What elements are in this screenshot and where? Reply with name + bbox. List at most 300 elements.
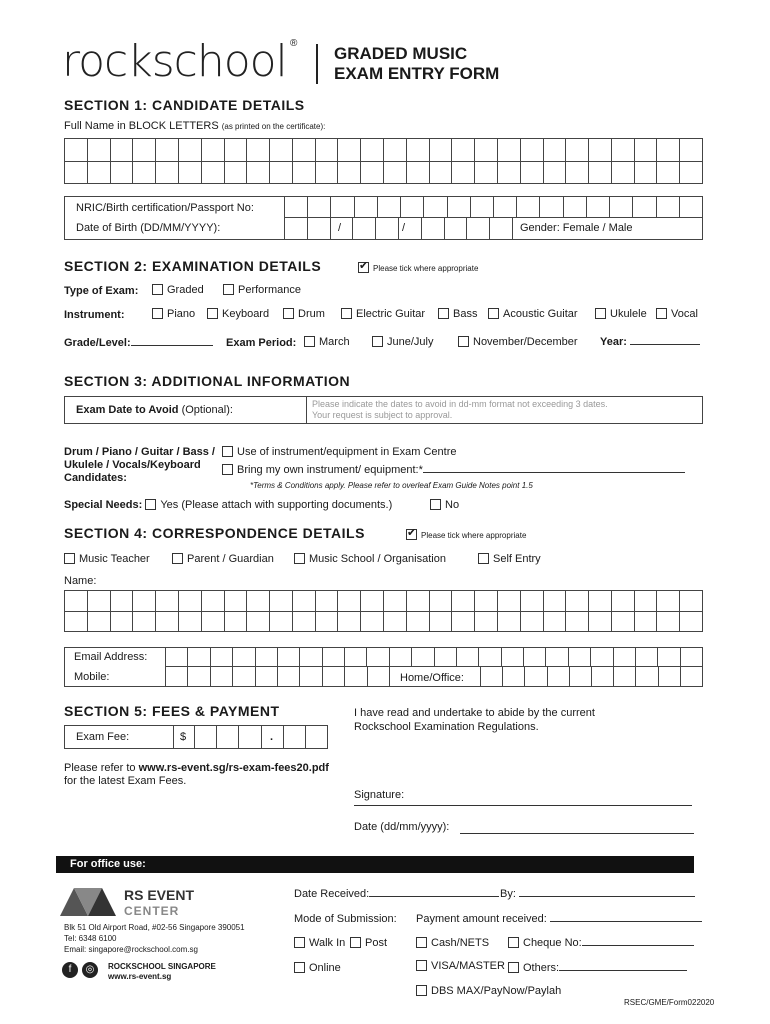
vocal-checkbox[interactable]	[656, 308, 667, 319]
opt-parent-label: Parent / Guardian	[187, 553, 274, 565]
grid-cell[interactable]	[475, 612, 498, 633]
grid-cell[interactable]	[521, 612, 544, 633]
grid-cell[interactable]	[308, 196, 331, 218]
corr-name-grid[interactable]	[64, 590, 703, 632]
fullname-grid[interactable]	[64, 138, 703, 184]
grid-cell[interactable]	[589, 139, 612, 162]
teacher-checkbox[interactable]	[64, 553, 75, 564]
grid-cell[interactable]	[179, 591, 202, 612]
mode-online[interactable]	[294, 962, 341, 974]
grid-cell[interactable]	[293, 591, 316, 612]
grid-cell[interactable]	[635, 591, 658, 612]
grid-cell[interactable]	[293, 162, 316, 185]
keyboard-checkbox[interactable]	[207, 308, 218, 319]
grid-cell[interactable]	[384, 612, 407, 633]
type-performance[interactable]	[223, 284, 301, 296]
grid-cell[interactable]	[88, 162, 111, 185]
grid-cell[interactable]	[384, 139, 407, 162]
payment-received-line[interactable]	[550, 921, 702, 922]
grid-cell[interactable]	[338, 591, 361, 612]
grid-cell[interactable]	[361, 612, 384, 633]
nric-label: NRIC/Birth certification/Passport No:	[76, 202, 254, 214]
grid-cell[interactable]	[612, 139, 635, 162]
grid-cell[interactable]	[490, 218, 513, 240]
grid-cell[interactable]	[256, 667, 278, 687]
grid-cell[interactable]	[589, 612, 612, 633]
social-url[interactable]: www.rs-event.sg	[108, 972, 172, 981]
grid-cell[interactable]	[188, 647, 210, 667]
grid-cell[interactable]	[659, 667, 681, 687]
grid-cell[interactable]	[384, 591, 407, 612]
fee-cell[interactable]	[217, 725, 239, 749]
grid-cell[interactable]	[544, 612, 567, 633]
grid-cell[interactable]	[285, 196, 308, 218]
grid-cell[interactable]	[591, 647, 613, 667]
bass-checkbox[interactable]	[438, 308, 449, 319]
grid-cell[interactable]	[546, 647, 568, 667]
self-entry-checkbox[interactable]	[478, 553, 489, 564]
grid-cell[interactable]	[65, 591, 88, 612]
grid-cell[interactable]	[133, 612, 156, 633]
fee-cell[interactable]	[284, 725, 306, 749]
visa-checkbox[interactable]	[416, 960, 427, 971]
grid-cell[interactable]	[368, 667, 390, 687]
performance-checkbox[interactable]	[223, 284, 234, 295]
grid-cell[interactable]	[65, 139, 88, 162]
grid-cell[interactable]	[270, 162, 293, 185]
grid-cell[interactable]	[479, 647, 501, 667]
grid-cell[interactable]	[407, 162, 430, 185]
instagram-icon[interactable]: ◎	[82, 962, 98, 978]
grid-cell[interactable]	[156, 162, 179, 185]
pay-others[interactable]	[508, 962, 687, 974]
grid-cell[interactable]	[88, 591, 111, 612]
grid-cell[interactable]	[133, 139, 156, 162]
grid-cell[interactable]	[407, 139, 430, 162]
electric-guitar-checkbox[interactable]	[341, 308, 352, 319]
grid-cell[interactable]	[517, 196, 540, 218]
grid-cell[interactable]	[285, 218, 308, 240]
walkin-checkbox[interactable]	[294, 937, 305, 948]
grid-cell[interactable]	[233, 647, 255, 667]
period-nov[interactable]	[458, 336, 578, 348]
social-name: ROCKSCHOOL SINGAPORE	[108, 962, 216, 971]
opt-teacher-label: Music Teacher	[79, 553, 150, 565]
fee-label: Exam Fee:	[76, 731, 130, 743]
grid-cell[interactable]	[361, 591, 384, 612]
year-label-text: Year:	[600, 336, 627, 348]
grid-cell[interactable]	[636, 667, 658, 687]
mode-post[interactable]	[350, 937, 387, 949]
nric-grid[interactable]	[284, 196, 703, 218]
grid-cell[interactable]	[355, 196, 378, 218]
grid-cell[interactable]	[589, 162, 612, 185]
signature-line[interactable]	[354, 805, 692, 806]
grid-cell[interactable]	[233, 667, 255, 687]
grid-cell[interactable]	[179, 162, 202, 185]
grid-cell[interactable]	[179, 612, 202, 633]
grid-cell[interactable]	[316, 162, 339, 185]
grid-cell[interactable]	[179, 139, 202, 162]
grid-cell[interactable]	[614, 647, 636, 667]
grid-cell[interactable]	[452, 162, 475, 185]
bring-instrument-line[interactable]	[423, 472, 685, 473]
inst-drum[interactable]	[283, 308, 325, 320]
grid-cell[interactable]	[435, 647, 457, 667]
grid-cell[interactable]	[111, 591, 134, 612]
piano-checkbox[interactable]	[152, 308, 163, 319]
grid-cell[interactable]	[610, 196, 633, 218]
grid-cell[interactable]	[475, 591, 498, 612]
grid-cell[interactable]	[635, 139, 658, 162]
grid-cell[interactable]	[457, 647, 479, 667]
grid-cell[interactable]	[270, 591, 293, 612]
grid-cell[interactable]	[407, 591, 430, 612]
pay-cash[interactable]	[416, 937, 489, 949]
grid-cell[interactable]	[445, 218, 468, 240]
type-graded[interactable]	[152, 284, 204, 296]
grid-cell[interactable]	[498, 612, 521, 633]
grid-cell[interactable]	[521, 591, 544, 612]
acoustic-guitar-checkbox[interactable]	[488, 308, 499, 319]
rockschool-logo: rockschool	[62, 36, 287, 87]
grid-cell[interactable]	[361, 162, 384, 185]
grid-cell[interactable]	[300, 667, 322, 687]
use-instrument[interactable]	[222, 446, 457, 458]
grid-cell[interactable]	[65, 162, 88, 185]
grid-cell[interactable]	[111, 162, 134, 185]
grid-cell[interactable]	[422, 218, 445, 240]
inst-acoustic-guitar[interactable]	[488, 308, 578, 320]
grid-cell[interactable]	[133, 591, 156, 612]
grid-cell[interactable]	[658, 647, 680, 667]
grid-cell[interactable]	[156, 139, 179, 162]
nov-dec-checkbox[interactable]	[458, 336, 469, 347]
grid-cell[interactable]	[494, 196, 517, 218]
inst-electric-guitar[interactable]	[341, 308, 425, 320]
grid-cell[interactable]	[544, 591, 567, 612]
inst-vocal[interactable]	[656, 308, 698, 320]
refer-line	[64, 762, 329, 774]
grid-cell[interactable]	[452, 591, 475, 612]
grid-cell[interactable]	[548, 667, 570, 687]
grid-cell[interactable]	[376, 218, 399, 240]
period-march-label: March	[319, 336, 350, 348]
grid-cell[interactable]	[247, 162, 270, 185]
dbs-checkbox[interactable]	[416, 985, 427, 996]
grid-cell[interactable]	[202, 591, 225, 612]
drum-checkbox[interactable]	[283, 308, 294, 319]
cheque-line[interactable]	[582, 945, 694, 946]
grid-cell[interactable]	[338, 612, 361, 633]
inst-ukulele[interactable]	[595, 308, 647, 320]
payment-received-label: Payment amount received:	[416, 913, 547, 925]
terms-note: *Terms & Conditions apply. Please refer to overleaf Exam Guide Notes point 1.5	[250, 481, 533, 490]
grid-cell[interactable]	[612, 591, 635, 612]
grid-cell[interactable]	[278, 647, 300, 667]
grid-cell[interactable]	[503, 667, 525, 687]
grid-cell[interactable]	[521, 162, 544, 185]
grid-cell[interactable]	[502, 647, 524, 667]
grid-cell[interactable]	[680, 162, 703, 185]
grid-cell[interactable]	[430, 612, 453, 633]
grid-cell[interactable]	[316, 139, 339, 162]
grid-cell[interactable]	[498, 139, 521, 162]
online-checkbox[interactable]	[294, 962, 305, 973]
opt-self[interactable]	[478, 553, 541, 565]
opt-school-label: Music School / Organisation	[309, 553, 446, 565]
grid-cell[interactable]	[308, 218, 331, 240]
grid-cell[interactable]	[475, 139, 498, 162]
grid-cell[interactable]	[498, 591, 521, 612]
grid-cell[interactable]	[681, 647, 703, 667]
special-no[interactable]	[430, 499, 459, 511]
grid-cell[interactable]	[657, 162, 680, 185]
mobile-grid[interactable]	[165, 667, 390, 687]
grid-cell[interactable]	[188, 667, 210, 687]
grid-cell[interactable]	[544, 162, 567, 185]
received-by-line[interactable]	[519, 896, 695, 897]
grid-cell[interactable]	[635, 162, 658, 185]
grid-cell[interactable]	[570, 667, 592, 687]
grid-cell[interactable]	[331, 218, 354, 240]
year-line[interactable]	[630, 344, 700, 345]
inst-piano[interactable]	[152, 308, 195, 320]
use-instrument-checkbox[interactable]	[222, 446, 233, 457]
grid-cell[interactable]	[566, 162, 589, 185]
cash-checkbox[interactable]	[416, 937, 427, 948]
center-name-2: CENTER	[124, 904, 180, 918]
grade-line[interactable]	[131, 345, 213, 346]
grid-cell[interactable]	[589, 591, 612, 612]
cash-label: Cash/NETS	[431, 937, 490, 949]
grid-cell[interactable]	[384, 162, 407, 185]
others-line[interactable]	[559, 970, 687, 971]
grid-cell[interactable]	[448, 196, 471, 218]
grid-cell[interactable]	[525, 667, 547, 687]
grid-cell[interactable]	[587, 196, 610, 218]
grid-cell[interactable]	[680, 612, 703, 633]
grade-label-text: Grade/Level:	[64, 337, 131, 349]
grid-cell[interactable]	[614, 667, 636, 687]
grid-cell[interactable]	[657, 196, 680, 218]
grid-cell[interactable]	[657, 612, 680, 633]
grid-cell[interactable]	[270, 139, 293, 162]
grid-cell[interactable]	[156, 612, 179, 633]
fee-cell[interactable]	[306, 725, 328, 749]
grid-cell[interactable]	[111, 612, 134, 633]
march-checkbox[interactable]	[304, 336, 315, 347]
grid-cell[interactable]	[111, 139, 134, 162]
grid-cell[interactable]	[592, 667, 614, 687]
inst-bass[interactable]	[438, 308, 477, 320]
special-no-checkbox[interactable]	[430, 499, 441, 510]
grid-cell[interactable]	[338, 139, 361, 162]
grid-cell[interactable]	[430, 591, 453, 612]
email-grid[interactable]	[165, 647, 703, 667]
grid-cell[interactable]	[202, 612, 225, 633]
grid-cell[interactable]	[88, 612, 111, 633]
office-banner: For office use:	[56, 856, 694, 873]
grid-cell[interactable]	[202, 139, 225, 162]
pay-cheque[interactable]	[508, 937, 694, 949]
facebook-icon[interactable]: f	[62, 962, 78, 978]
special-yes-label: Yes (Please attach with supporting documents.)	[160, 499, 393, 511]
grid-cell[interactable]	[166, 647, 188, 667]
grid-cell[interactable]	[378, 196, 401, 218]
bring-instrument-checkbox[interactable]	[222, 464, 233, 475]
fullname-label	[64, 120, 325, 132]
grid-cell[interactable]	[367, 647, 389, 667]
graded-checkbox[interactable]	[152, 284, 163, 295]
opt-teacher[interactable]	[64, 553, 150, 565]
grid-cell[interactable]	[390, 647, 412, 667]
special-yes-checkbox[interactable]	[145, 499, 156, 510]
grid-cell[interactable]	[323, 647, 345, 667]
grid-cell[interactable]	[88, 139, 111, 162]
grid-cell[interactable]	[225, 591, 248, 612]
mode-walkin[interactable]	[294, 937, 345, 949]
home-grid[interactable]	[480, 667, 703, 687]
grid-cell[interactable]	[680, 139, 703, 162]
grid-cell[interactable]	[636, 647, 658, 667]
grid-cell[interactable]	[156, 591, 179, 612]
june-july-checkbox[interactable]	[372, 336, 383, 347]
grid-cell[interactable]	[345, 667, 367, 687]
pay-visa[interactable]	[416, 960, 505, 972]
grid-cell[interactable]	[211, 667, 233, 687]
grid-cell[interactable]	[564, 196, 587, 218]
grid-cell[interactable]	[657, 139, 680, 162]
grid-cell[interactable]	[256, 647, 278, 667]
grid-cell[interactable]	[316, 591, 339, 612]
corr-name-label: Name:	[64, 575, 97, 587]
cheque-label: Cheque No:	[523, 937, 582, 949]
grid-cell[interactable]	[166, 667, 188, 687]
grid-cell[interactable]	[407, 612, 430, 633]
undertake-text	[354, 706, 595, 734]
grid-cell[interactable]	[270, 612, 293, 633]
grid-cell[interactable]	[133, 162, 156, 185]
grid-cell[interactable]	[331, 196, 354, 218]
period-march[interactable]	[304, 336, 350, 348]
grid-cell[interactable]	[566, 591, 589, 612]
grid-cell[interactable]	[430, 139, 453, 162]
grid-cell[interactable]	[657, 591, 680, 612]
post-label: Post	[365, 937, 388, 949]
inst-keyboard[interactable]	[207, 308, 269, 320]
grid-cell[interactable]	[471, 196, 494, 218]
gender-label[interactable]: Gender: Female / Male	[520, 222, 633, 234]
fee-cell[interactable]	[239, 725, 261, 749]
grid-cell[interactable]	[680, 196, 703, 218]
post-checkbox[interactable]	[350, 937, 361, 948]
grid-cell[interactable]	[293, 139, 316, 162]
mobile-label: Mobile:	[74, 671, 110, 683]
grid-cell[interactable]	[424, 196, 447, 218]
grid-cell[interactable]	[247, 591, 270, 612]
grid-cell[interactable]	[430, 162, 453, 185]
grid-cell[interactable]	[323, 667, 345, 687]
grid-cell[interactable]	[202, 162, 225, 185]
grid-cell[interactable]	[225, 162, 248, 185]
grid-cell[interactable]	[316, 612, 339, 633]
date-line[interactable]	[460, 833, 694, 834]
period-june[interactable]	[372, 336, 433, 348]
candidates-line3: Candidates:	[64, 472, 127, 484]
grid-cell[interactable]	[475, 162, 498, 185]
fees-link[interactable]: www.rs-event.sg/rs-exam-fees20.pdf	[138, 762, 329, 774]
grid-cell[interactable]	[481, 667, 503, 687]
parent-checkbox[interactable]	[172, 553, 183, 564]
grid-cell[interactable]	[278, 667, 300, 687]
school-checkbox[interactable]	[294, 553, 305, 564]
dob-label: Date of Birth (DD/MM/YYYY):	[76, 222, 221, 234]
grid-cell[interactable]	[353, 218, 376, 240]
grid-cell[interactable]	[498, 162, 521, 185]
registered-mark: ®	[290, 38, 298, 49]
address-line3: Email: singapore@rockschool.com.sg	[64, 945, 198, 954]
grid-cell[interactable]	[524, 647, 546, 667]
grid-cell[interactable]	[300, 647, 322, 667]
grid-cell[interactable]	[412, 647, 434, 667]
grid-cell[interactable]	[345, 647, 367, 667]
fee-grid[interactable]	[173, 725, 328, 749]
grid-cell[interactable]	[569, 647, 591, 667]
opt-parent[interactable]	[172, 553, 274, 565]
grid-cell[interactable]	[247, 612, 270, 633]
grid-cell[interactable]	[566, 612, 589, 633]
grid-cell[interactable]	[566, 139, 589, 162]
grid-cell[interactable]	[681, 667, 703, 687]
cheque-checkbox[interactable]	[508, 937, 519, 948]
opt-school[interactable]	[294, 553, 446, 565]
grid-cell[interactable]	[452, 612, 475, 633]
ukulele-checkbox[interactable]	[595, 308, 606, 319]
grid-cell[interactable]	[247, 139, 270, 162]
others-checkbox[interactable]	[508, 962, 519, 973]
bring-instrument[interactable]	[222, 464, 685, 476]
grid-cell[interactable]	[521, 139, 544, 162]
grid-cell[interactable]	[544, 139, 567, 162]
grid-cell[interactable]	[452, 139, 475, 162]
period-nov-label: November/December	[473, 336, 578, 348]
grid-cell[interactable]	[540, 196, 563, 218]
inst-electric-guitar-label: Electric Guitar	[356, 308, 426, 320]
grid-cell[interactable]	[361, 139, 384, 162]
date-received-line[interactable]	[369, 896, 499, 897]
pay-dbs[interactable]	[416, 985, 561, 997]
type-graded-label: Graded	[167, 284, 204, 296]
grid-cell[interactable]	[635, 612, 658, 633]
grid-cell[interactable]	[633, 196, 656, 218]
grid-cell[interactable]	[225, 612, 248, 633]
grid-cell[interactable]	[293, 612, 316, 633]
fee-cell[interactable]	[195, 725, 217, 749]
grid-cell[interactable]	[211, 647, 233, 667]
grid-cell[interactable]	[338, 162, 361, 185]
grid-cell[interactable]	[225, 139, 248, 162]
grid-cell[interactable]	[612, 612, 635, 633]
received-by	[500, 888, 695, 900]
grid-cell[interactable]	[612, 162, 635, 185]
grid-cell[interactable]	[65, 612, 88, 633]
grid-cell[interactable]	[680, 591, 703, 612]
dob-grid[interactable]	[284, 218, 513, 240]
special-label: Special Needs:	[64, 499, 143, 511]
grid-cell[interactable]	[401, 196, 424, 218]
grid-cell[interactable]	[467, 218, 490, 240]
